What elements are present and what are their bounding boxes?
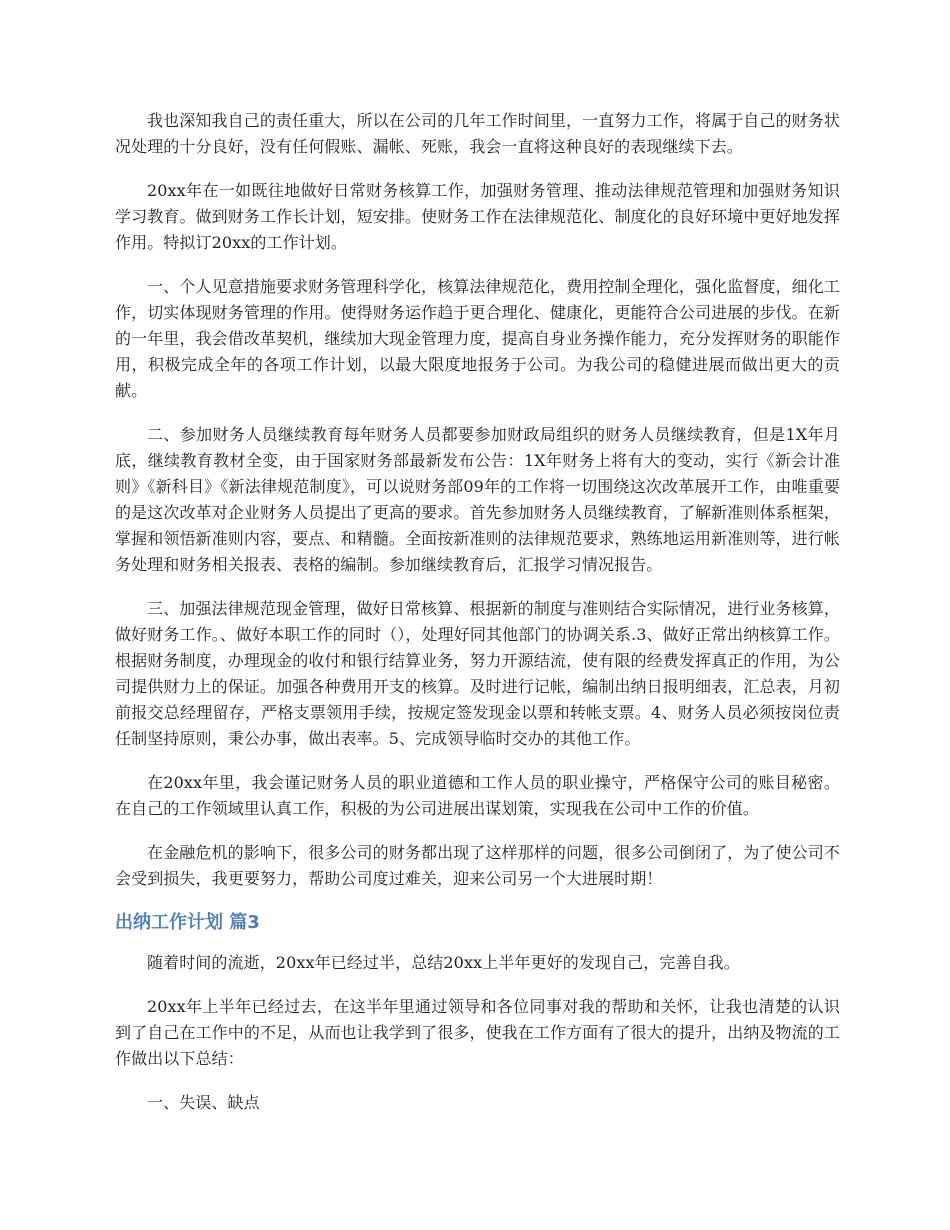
paragraph-continuing-education: 二、参加财务人员继续教育每年财务人员都要参加财政局组织的财务人员继续教育，但是1X年月底，继续教育教材全变，由于国家财务部最新发布公告：1X年财务上将有大的变动，实行《新会计准则》《新科目》《新法律规范制度》，可以说财务部09年的工作将一切围绕这次改革展开工作，由唯重要的是这次改革对企业财务人员提出了更高的要求。首先参加财务人员继续教育，了解新准则体系框架，掌握和领悟新准则内容，要点、和精髓。全面按新准则的法律规范要求，熟练地运用新准则等，进行帐务处理和财务相关报表、表格的编制。参加继续教育后，汇报学习情况报告。 [115, 425, 840, 574]
paragraph-professional-ethics: 在20xx年里，我会谨记财务人员的职业道德和工作人员的职业操守，严格保守公司的账目秘密。在自己的工作领域里认真工作，积极的为公司进展出谋划策，实现我在公司中工作的价值。 [115, 773, 840, 818]
paragraph-half-year-passed: 随着时间的流逝，20xx年已经过半，总结20xx上半年更好的发现自己，完善自我。 [147, 953, 740, 972]
section-heading: 出纳工作计划 篇3 [115, 912, 260, 933]
paragraph-financial-crisis: 在金融危机的影响下，很多公司的财务都出现了这样那样的问题，很多公司倒闭了，为了使公司不会受到损失，我更要努力，帮助公司度过难关，迎来公司另一个大进展时期！ [115, 843, 840, 888]
paragraph-annual-plan-intro: 20xx年在一如既往地做好日常财务核算工作，加强财务管理、推动法律规范管理和加强财务知识学习教育。做到财务工作长计划，短安排。使财务工作在法律规范化、制度化的良好环境中更好地发挥作用。特拟订20xx的工作计划。 [115, 181, 840, 252]
document-page [115, 108, 840, 1134]
paragraph-cash-management: 三、加强法律规范现金管理，做好日常核算、根据新的制度与准则结合实际情况，进行业务核算，做好财务工作。、做好本职工作的同时（），处理好同其他部门的协调关系.3、做好正常出纳核算工作。根据财务制度，办理现金的收付和银行结算业务，努力开源结流，使有限的经费发挥真正的作用，为公司提供财力上的保证。加强各种费用开支的核算。及时进行记帐，编制出纳日报明细表，汇总表，月初前报交总经理留存，严格支票领用手续，按规定签发现金以票和转帐支票。4、财务人员必须按岗位责任制坚持原则，秉公办事，做出表率。5、完成领导临时交办的其他工作。 [115, 599, 840, 748]
paragraph-half-year-summary: 20xx年上半年已经过去，在这半年里通过领导和各位同事对我的帮助和关怀，让我也清楚的认识到了自己在工作中的不足，从而也让我学到了很多，使我在工作方面有了很大的提升，出纳及物流的工作做出以下总结： [115, 997, 840, 1068]
paragraph-responsibility: 我也深知我自己的责任重大，所以在公司的几年工作时间里，一直努力工作，将属于自己的财务状况处理的十分良好，没有任何假账、漏帐、死账，我会一直将这种良好的表现继续下去。 [115, 111, 840, 156]
paragraph-personal-measures: 一、个人见意措施要求财务管理科学化，核算法律规范化，费用控制全理化，强化监督度，细化工作，切实体现财务管理的作用。使得财务运作趋于更合理化、健康化，更能符合公司进展的步伐。在新的一年里，我会借改革契机，继续加大现金管理力度，提高自身业务操作能力，充分发挥财务的职能作用，积极完成全年的各项工作计划，以最大限度地报务于公司。为我公司的稳健进展而做出更大的贡献。 [115, 277, 840, 400]
paragraph-mistakes-heading: 一、失误、缺点 [147, 1093, 260, 1112]
